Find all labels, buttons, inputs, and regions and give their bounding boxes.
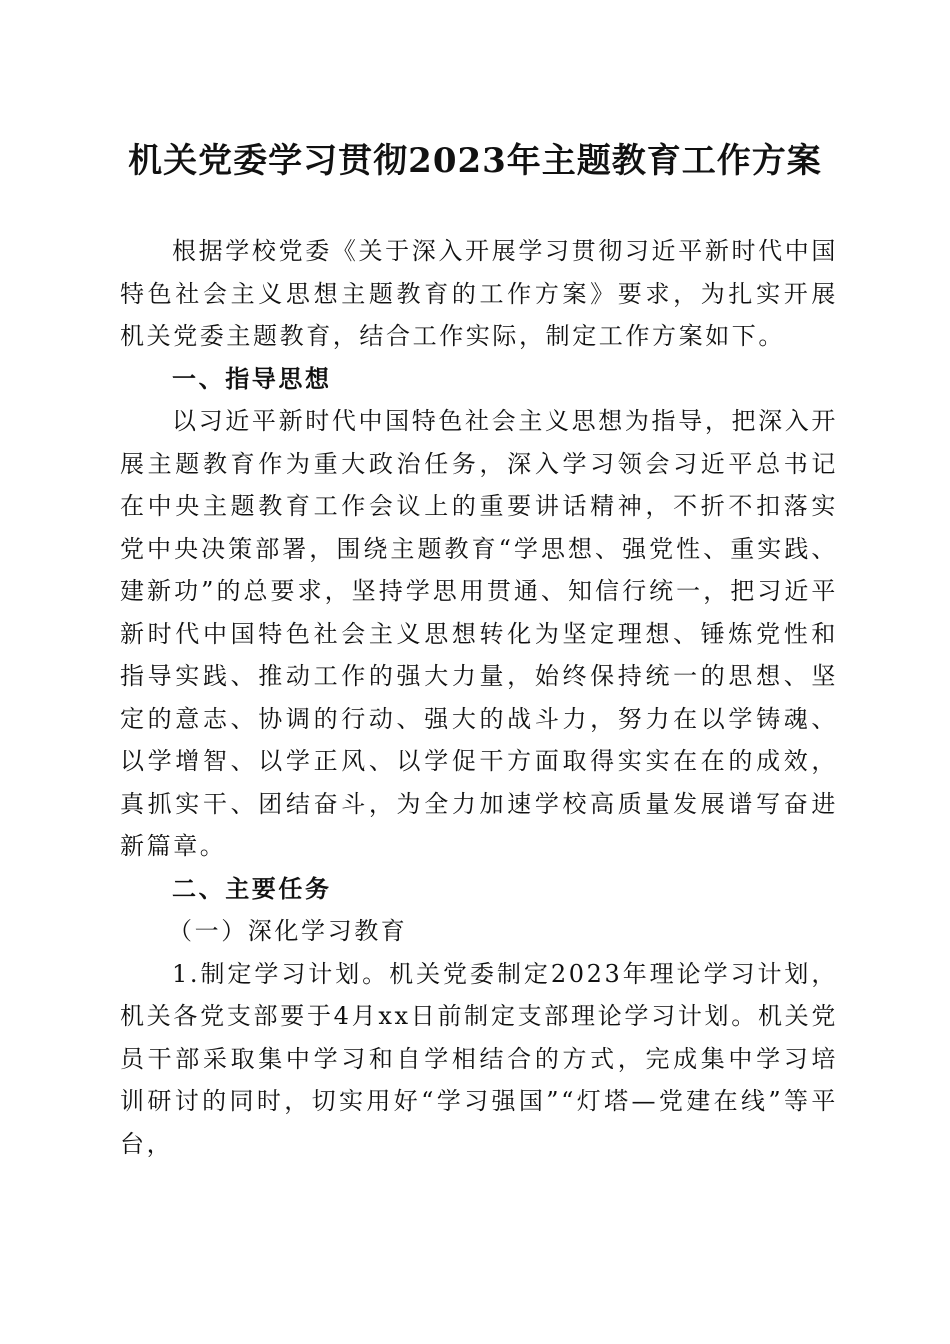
document-body bbox=[120, 230, 838, 1165]
section-heading-guiding-thought: 一、指导思想 bbox=[172, 364, 332, 393]
intro-paragraph: 根据学校党委《关于深入开展学习贯彻习近平新时代中国特色社会主义思想主题教育的工作方案》要求，为扎实开展机关党委主题教育，结合工作实际，制定工作方案如下。 bbox=[120, 237, 838, 350]
subsection-heading-study-education: （一）深化学习教育 bbox=[168, 917, 408, 945]
task-item-study-plan: 1.制定学习计划。机关党委制定2023年理论学习计划，机关各党支部要于4月xx日前制定支部理论学习计划。机关党员干部采取集中学习和自学相结合的方式，完成集中学习培训研讨的同时，切实用好“学习强国”“灯塔—党建在线”等平台， bbox=[120, 959, 838, 1158]
guiding-thought-paragraph: 以习近平新时代中国特色社会主义思想为指导，把深入开展主题教育作为重大政治任务，深入学习领会习近平总书记在中央主题教育工作会议上的重要讲话精神，不折不扣落实党中央决策部署，围绕主题教育“学思想、强党性、重实践、建新功”的总要求，坚持学思用贯通、知信行统一，把习近平新时代中国特色社会主义思想转化为坚定理想、锤炼党性和指导实践、推动工作的强大力量，始终保持统一的思想、坚定的意志、协调的行动、强大的战斗力，努力在以学铸魂、以学增智、以学正风、以学促干方面取得实实在在的成效，真抓实干、团结奋斗，为全力加速学校高质量发展谱写奋进新篇章。 bbox=[120, 407, 838, 860]
document-title: 机关党委学习贯彻2023年主题教育工作方案 bbox=[128, 141, 822, 181]
section-heading-main-tasks: 二、主要任务 bbox=[172, 874, 332, 903]
